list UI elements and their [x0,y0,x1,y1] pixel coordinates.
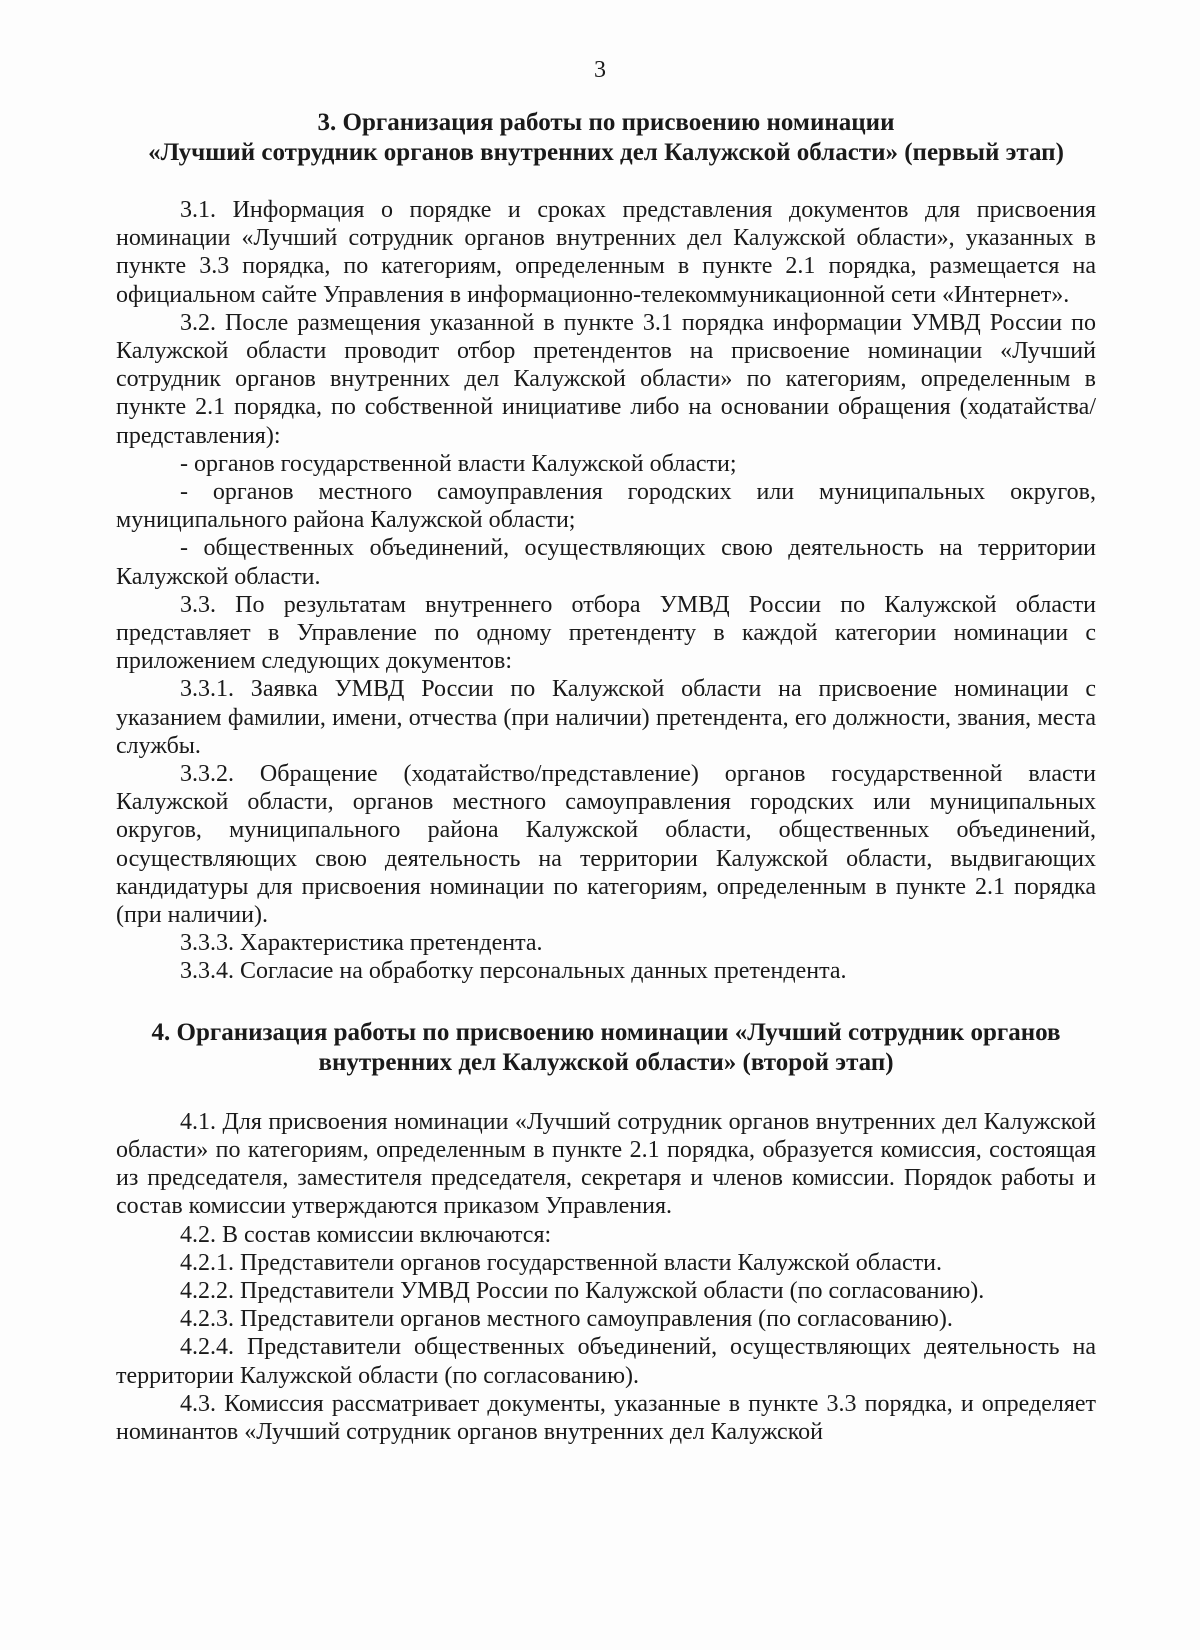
paragraph-3-3: 3.3. По результатам внутреннего отбора УМВД России по Калужской области представляет в Управление по одному претенденту в каждой категории номинации с приложением следующих документов: [116,591,1096,675]
paragraph-4-3: 4.3. Комиссия рассматривает документы, указанные в пункте 3.3 порядка, и определяет номинантов «Лучший сотрудник органов внутренних дел Калужской [116,1390,1096,1445]
paragraph-4-2-3: 4.2.3. Представители органов местного самоуправления (по согласованию). [180,1306,953,1333]
paragraph-3-3-4: 3.3.4. Согласие на обработку персональных данных претендента. [180,958,847,985]
paragraph-4-2-1: 4.2.1. Представители органов государственной власти Калужской области. [180,1249,942,1276]
paragraph-3-3-3: 3.3.3. Характеристика претендента. [180,930,543,957]
paragraph-3-3-2: 3.3.2. Обращение (ходатайство/представление) органов государственной власти Калужской области, органов местного самоуправления городских или муниципальных округов, муниципального района Калужской области, общественных объединений, осуществляющих свою деятельность на территории Калужской области, выдвигающих кандидатуры для присвоения номинации по категориям, определенным в пункте 2.1 порядка (при наличии). [116,761,1096,929]
paragraph-3-2: 3.2. После размещения указанной в пункте 3.1 порядка информации УМВД России по Калужской области проводит отбор претендентов на присвоение номинации «Лучший сотрудник органов внутренних дел Калужской области» по категориям, определенным в пункте 2.1 порядка, по собственной инициативе либо на основании обращения (ходатайства/представления): [116,309,1096,449]
section-3-heading [116,108,1096,168]
section-4-heading [116,1018,1096,1078]
paragraph-4-1: 4.1. Для присвоения номинации «Лучший сотрудник органов внутренних дел Калужской области» по категориям, определенным в пункте 2.1 порядка, образуется комиссия, состоящая из председателя, заместителя председателя, секретаря и членов комиссии. Порядок работы и состав комиссии утверждаются приказом Управления. [116,1108,1096,1220]
paragraph-3-1: 3.1. Информация о порядке и сроках представления документов для присвоения номинации «Лучший сотрудник органов внутренних дел Калужской области», указанных в пункте 3.3 порядка, по категориям, определенным в пункте 2.1 порядка, размещается на официальном сайте Управления в информационно-телекоммуникационной сети «Интернет». [116,197,1096,308]
list-item-public-associations: - общественных объединений, осуществляющих свою деятельность на территории Калужской области. [116,535,1096,590]
section-3-heading-line-1: 3. Организация работы по присвоению номинации [317,109,895,136]
section-3-heading-line-2: «Лучший сотрудник органов внутренних дел Калужской области» (первый этап) [148,139,1064,166]
section-4-heading-line-2: внутренних дел Калужской области» (второй этап) [318,1048,894,1076]
list-item-state-authorities: - органов государственной власти Калужской области; [180,450,737,477]
paragraph-4-2-4: 4.2.4. Представители общественных объединений, осуществляющих деятельность на территории Калужской области (по согласованию). [116,1334,1096,1389]
list-item-local-government: - органов местного самоуправления городских или муниципальных округов, муниципального района Калужской области; [116,479,1096,534]
page-number: 3 [594,57,606,83]
paragraph-3-3-1: 3.3.1. Заявка УМВД России по Калужской области на присвоение номинации с указанием фамилии, имени, отчества (при наличии) претендента, его должности, звания, места службы. [116,676,1096,759]
document-body [116,108,1096,1446]
section-4-heading-line-1: 4. Организация работы по присвоению номинации «Лучший сотрудник органов [151,1018,1061,1046]
paragraph-4-2-2: 4.2.2. Представители УМВД России по Калужской области (по согласованию). [180,1277,985,1304]
paragraph-4-2: 4.2. В состав комиссии включаются: [180,1221,552,1248]
